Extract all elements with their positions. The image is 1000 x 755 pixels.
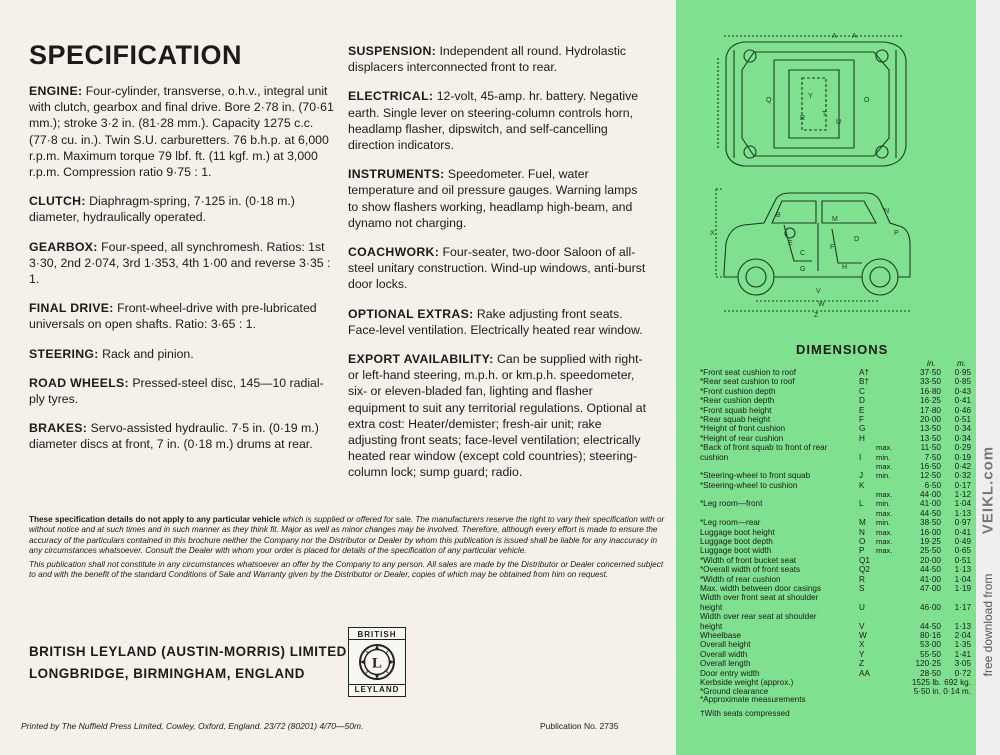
diagram-letter: A (832, 33, 837, 40)
dimension-code: J (859, 471, 864, 481)
dimension-metres: 0·85 (954, 377, 971, 387)
dimension-inches: 16·50 (920, 461, 941, 471)
dimension-qualifier: max. (876, 527, 893, 537)
dimension-row (700, 377, 972, 386)
spec-section (348, 166, 648, 231)
spec-section (348, 306, 648, 338)
spec-text: Rack and pinion. (98, 346, 194, 361)
page-title: SPECIFICATION (29, 40, 243, 70)
spec-heading: INSTRUMENTS: (348, 167, 445, 182)
dimension-label: *Overall width of front seats (700, 565, 801, 575)
dimension-inches: 46·00 (920, 602, 941, 612)
dimension-inches: 44·00 (920, 490, 941, 500)
dimension-inches: 55·50 (920, 649, 941, 659)
spec-section (348, 351, 648, 481)
dimension-code: U (859, 602, 865, 612)
dimension-label: Max. width between door casings (700, 583, 822, 593)
spec-section (348, 244, 648, 293)
dimension-row (700, 565, 972, 574)
dimension-label: Overall height (700, 640, 751, 650)
dimension-row (700, 640, 972, 649)
dimension-inches: 47·00 (920, 583, 941, 593)
logo-bottom-text: LEYLAND (349, 684, 405, 694)
dimension-row (700, 584, 972, 593)
dimension-inches: 13·50 (920, 424, 941, 434)
diagram-letter: C (800, 250, 806, 257)
dimension-notes (700, 693, 806, 721)
car-side-view-diagram (704, 185, 924, 320)
dimension-inches: 44·50 (920, 565, 941, 575)
dimension-inches: 17·80 (920, 405, 941, 415)
dimension-row (700, 659, 972, 668)
diagram-letter: T (822, 111, 827, 118)
spec-heading: COACHWORK: (348, 245, 440, 260)
spec-heading: ENGINE: (29, 84, 83, 98)
dimension-metres: 0·42 (954, 461, 971, 471)
spec-column-right (348, 43, 648, 494)
dimension-label: Overall width (700, 649, 748, 659)
dimension-label: *Height of front cushion (700, 424, 786, 434)
dimension-row (700, 471, 972, 480)
dimension-inches: 6·50 (924, 480, 941, 490)
dimension-label: height (700, 621, 723, 631)
dimension-row (700, 490, 972, 499)
dimension-row (700, 396, 972, 405)
diagram-letter: Z (814, 312, 819, 319)
dimension-label: *Leg room—front (700, 499, 763, 509)
spec-text: Four-seater, two-door Saloon of all-steel unitary construction. Wind-up windows, anti-burst door locks. (348, 245, 646, 292)
british-leyland-logo (348, 627, 406, 697)
dimension-label: *Rear squab height (700, 414, 771, 424)
diagram-letter: E (788, 240, 793, 247)
watermark-brand-text: VEIKL.com (979, 445, 997, 535)
spec-text: Four-speed, all synchromesh. Ratios: 1st 3·30, 2nd 2·074, 3rd 1·353, 4th 1·00 and reverse 3·35 : 1. (29, 239, 331, 287)
dimension-row (700, 387, 972, 396)
dimension-row (700, 593, 972, 602)
spec-heading: OPTIONAL EXTRAS: (348, 306, 474, 321)
disclaimer-bold: These specification details do not apply to any particular vehicle (29, 515, 281, 524)
dimension-code: Z (859, 659, 865, 669)
spec-section (29, 83, 335, 180)
dimension-inches: 5·50 in. (913, 687, 941, 697)
dimension-label: *Front cushion depth (700, 386, 776, 396)
spec-section (29, 300, 335, 332)
dimension-metres: 0·41 (954, 527, 971, 537)
dimension-metres: 0·29 (954, 443, 971, 453)
diagram-letter: N (884, 208, 890, 215)
dimension-code: E (859, 405, 865, 415)
dimension-inches: 16·00 (920, 527, 941, 537)
unit-inches: in. (927, 359, 936, 368)
disclaimer-paragraph-1 (29, 515, 669, 557)
dimension-code: G (859, 424, 866, 434)
dimension-metres: 0·41 (954, 396, 971, 406)
dimension-row (700, 537, 972, 546)
diagram-letter: D (854, 236, 860, 243)
dimension-code: S (859, 583, 865, 593)
dimension-metres: 0·97 (954, 518, 971, 528)
dimensions-title: DIMENSIONS (796, 342, 889, 357)
dimension-row (700, 546, 972, 555)
dimension-qualifier: min. (876, 518, 891, 528)
diagram-letter: F (830, 244, 835, 251)
spec-text: Speedometer. Fuel, water temperature and oil pressure gauges. Warning lamps to show flashers working, headlamp high-beam, and dynamo not charging. (348, 167, 638, 230)
diagram-letter: R (800, 115, 806, 122)
spec-heading: SUSPENSION: (348, 44, 437, 58)
dimension-inches: 25·50 (920, 546, 941, 556)
dimension-code: D (859, 396, 865, 406)
dimension-metres: 0·34 (954, 433, 971, 443)
spec-text: Diaphragm-spring, 7·125 in. (0·18 m.) diameter, hydraulically operated. (29, 194, 295, 225)
dimension-code: W (859, 630, 867, 640)
dimension-code: AA (859, 668, 870, 678)
watermark-brand (980, 445, 996, 535)
dimension-row (700, 462, 972, 471)
dimension-row (700, 622, 972, 631)
publication-number: Publication No. 2735 (540, 721, 619, 731)
dimension-row (700, 481, 972, 490)
dimension-code: F (859, 414, 865, 424)
dimension-inches: 13·50 (920, 433, 941, 443)
dimension-label: cushion (700, 452, 729, 462)
dimension-metres: 1·13 (954, 508, 971, 518)
dimension-metres: 1·35 (954, 640, 971, 650)
dimension-code: V (859, 621, 865, 631)
dimension-metres: 0·17 (954, 480, 971, 490)
dimension-row (700, 603, 972, 612)
spec-section (29, 193, 335, 225)
dimension-qualifier: max. (876, 546, 893, 556)
dimension-inches: 80·16 (920, 630, 941, 640)
dimension-metres: 0·14 m. (943, 687, 971, 697)
disclaimer-paragraph-2: This publication shall not constitute in any circumstances whatsoever an offer by the Company to any person. All sales are made by the Distributor or Dealer concerned subject to and with the benefit of the standard Conditions of Sale and Warranty given by the Distributor or Dealer, copies of which may be obtained from him on request. (29, 559, 664, 580)
diagram-letter: W (818, 301, 825, 308)
spec-text: Independent all round. Hydrolastic displacers interconnected front to rear. (348, 44, 627, 75)
spec-heading: BRAKES: (29, 421, 88, 436)
watermark-text: free download from (981, 573, 995, 677)
spec-heading: CLUTCH: (29, 194, 86, 209)
spec-heading: ELECTRICAL: (348, 89, 434, 104)
logo-mark: L (371, 655, 383, 672)
dimension-metres: 1·04 (954, 499, 971, 509)
watermark-strip (976, 0, 1000, 755)
dimension-label: Kerbside weight (approx.) (700, 677, 794, 687)
diagram-letter: M (832, 216, 838, 223)
spec-heading: STEERING: (29, 346, 99, 361)
spec-heading: ROAD WHEELS: (29, 375, 129, 390)
dimension-metres: 2·04 (954, 630, 971, 640)
dimension-row (700, 453, 972, 462)
dimension-label: *Ground clearance (700, 687, 769, 697)
dimension-metres: 0·32 (954, 471, 971, 481)
spec-section (348, 43, 648, 75)
dimension-inches: 28·50 (920, 668, 941, 678)
dimension-label: Width over rear seat at shoulder (700, 612, 817, 622)
dimension-code: Q2 (859, 565, 870, 575)
diagram-letter: V (816, 288, 821, 295)
dimension-code: I (859, 452, 862, 462)
spec-text: Servo-assisted hydraulic. 7·5 in. (0·19 m.) diameter discs at front, 7 in. (0·18 m.) drums at rear. (29, 421, 319, 452)
dimension-metres: 0·19 (954, 452, 971, 462)
dimension-row (700, 669, 972, 678)
disclaimer (29, 515, 669, 583)
dimension-inches: 16·80 (920, 386, 941, 396)
dimension-metres: 1·41 (954, 649, 971, 659)
dimension-code: H (859, 433, 865, 443)
dimension-metres: 0·34 (954, 424, 971, 434)
dimension-row (700, 556, 972, 565)
diagram-letter: H (842, 264, 848, 271)
diagram-letter: U (836, 119, 842, 126)
dimension-qualifier: max. (876, 443, 893, 453)
dimension-metres: 3·05 (954, 659, 971, 669)
dimension-label: *Back of front squab to front of rear (700, 443, 828, 453)
dimension-code: L (859, 499, 864, 509)
dimension-inches: 41·00 (920, 574, 941, 584)
dimension-row (700, 406, 972, 415)
dimension-code: K (859, 480, 865, 490)
diagram-letter: P (894, 230, 899, 237)
printer-credit: Printed by The Nuffield Press Limited, Cowley, Oxford, England. 23/72 (80201) 4/70—50m. (21, 721, 364, 731)
spec-column-left (29, 83, 335, 466)
spec-section (29, 346, 335, 362)
company-location: LONGBRIDGE, BIRMINGHAM, ENGLAND (29, 666, 305, 681)
dimension-row (700, 509, 972, 518)
dimension-metres: 0·95 (954, 368, 971, 377)
dimension-inches: 37·50 (920, 368, 941, 377)
dimension-metres: 0·46 (954, 405, 971, 415)
dimension-code: C (859, 386, 865, 396)
spec-text: 12-volt, 45-amp. hr. battery. Negative earth. Single lever on steering-column controls horn, headlamp flasher, dipswitch, and self-cancelling direction indicators. (348, 89, 639, 153)
logo-top-text: BRITISH (349, 630, 405, 640)
dimension-code: Q1 (859, 555, 870, 565)
diagram-letter: X (710, 230, 715, 237)
dimension-label: *Front seat cushion to roof (700, 368, 797, 377)
dimension-row (700, 678, 972, 687)
spec-text: Front-wheel-drive with pre-lubricated universals on open shafts. Ratio: 3·65 : 1. (29, 301, 317, 332)
dimension-inches: 44·50 (920, 621, 941, 631)
dimension-row (700, 424, 972, 433)
dimension-inches: 16·25 (920, 396, 941, 406)
spec-heading: GEARBOX: (29, 239, 98, 254)
dimension-label: *Steering-wheel to cushion (700, 480, 798, 490)
dimension-code: B† (859, 377, 870, 387)
dimension-label: *Height of rear cushion (700, 433, 784, 443)
diagram-letter: B (776, 212, 781, 219)
dimension-qualifier: max. (876, 537, 893, 547)
note-approximate: *Approximate measurements (700, 695, 806, 704)
dimension-label: height (700, 602, 723, 612)
dimension-code: P (859, 546, 865, 556)
note-seats-compressed: †With seats compressed (700, 709, 790, 718)
spec-heading: FINAL DRIVE: (29, 301, 114, 316)
dimension-label: *Steering-wheel to front squab (700, 471, 811, 481)
dimension-qualifier: min. (876, 471, 891, 481)
dimension-label: *Leg room—rear (700, 518, 761, 528)
diagram-letter: A (852, 33, 857, 40)
dimension-label: Overall length (700, 659, 751, 669)
dimension-metres: 0·72 (954, 668, 971, 678)
spec-section (29, 239, 335, 288)
dimension-metres: 692 kg. (944, 677, 971, 687)
dimension-label: Door entry width (700, 668, 760, 678)
spec-section (348, 88, 648, 153)
dimension-qualifier: max. (876, 461, 893, 471)
dimension-row (700, 499, 972, 508)
dimension-inches: 20·00 (920, 414, 941, 424)
dimension-inches: 33·50 (920, 377, 941, 387)
dimension-metres: 0·43 (954, 386, 971, 396)
dimension-inches: 120·25 (915, 659, 941, 669)
spec-text: Rake adjusting front seats. Face-level ventilation. Electrically heated rear window. (348, 306, 643, 337)
dimension-label: Luggage boot width (700, 546, 772, 556)
dimension-row (700, 631, 972, 640)
dimension-inches: 53·00 (920, 640, 941, 650)
dimension-qualifier: min. (876, 452, 891, 462)
unit-metres: m. (957, 359, 967, 368)
dimension-label: *Width of front bucket seat (700, 555, 797, 565)
dimension-code: X (859, 640, 865, 650)
dimension-inches: 41·00 (920, 499, 941, 509)
dimension-code: A† (859, 368, 870, 377)
dimension-inches: 20·00 (920, 555, 941, 565)
dimension-metres: 0·51 (954, 414, 971, 424)
dimension-label: Wheelbase (700, 630, 741, 640)
spec-section (29, 420, 335, 452)
diagram-letter: G (800, 266, 806, 273)
dimension-inches: 1525 lb. (911, 677, 941, 687)
spec-section (29, 375, 335, 407)
company-name: BRITISH LEYLAND (AUSTIN-MORRIS) LIMITED (29, 644, 347, 659)
leyland-wheel-icon (358, 643, 396, 681)
dimension-metres: 0·65 (954, 546, 971, 556)
dimension-metres: 0·51 (954, 555, 971, 565)
diagram-letter: O (864, 97, 870, 104)
dimension-metres: 0·49 (954, 537, 971, 547)
dimension-metres: 1·17 (954, 602, 971, 612)
dimension-label: Luggage boot height (700, 527, 775, 537)
dimension-code: N (859, 527, 865, 537)
diagram-letter: Q (766, 97, 772, 104)
dimension-row (700, 612, 972, 621)
dimension-row (700, 650, 972, 659)
dimension-qualifier: max. (876, 490, 893, 500)
dimension-metres: 1·13 (954, 565, 971, 575)
dimension-label: *Rear cushion depth (700, 396, 775, 406)
disclaimer-text-1: which is supplied or offered for sale. The manufacturers reserve the right to vary their specification with or without notice and at such times and in such manner as they think fit. Major as well as minor changes may be involved. Therefore, although every effort is made to ensure the accuracy of the particulars contained in this brochure neither the Company nor the Distributor or Dealer by whom this publication is issued shall be liable for any inaccuracy in any circumstances whatsoever. Consult the Dealer with whom your order is placed for details of the specification of any particular vehicle. (29, 515, 665, 556)
dimension-inches: 38·50 (920, 518, 941, 528)
spec-text: Four-cylinder, transverse, o.h.v., integral unit with clutch, gearbox and final drive. Bore 2·78 in. (70·61 mm.); stroke 3·2 in. (81·28 mm.). Capacity 1275 c.c. (77·8 cu. in.). Twin S.U. carburetters. 76 b.h.p. at 6,000 r.p.m. Maximum torque 79 lbf. ft. (11 kgf. m.) at 3,000 r.p.m. Compression ratio 9·75 : 1. (29, 84, 334, 180)
spec-heading: EXPORT AVAILABILITY: (348, 352, 494, 367)
dimension-code: O (859, 537, 866, 547)
dimension-row (700, 518, 972, 527)
company-address (29, 641, 347, 685)
dimension-inches: 12·50 (920, 471, 941, 481)
dimension-label: *Rear seat cushion to roof (700, 377, 795, 387)
car-top-view-diagram (704, 30, 924, 178)
dimension-code: M (859, 518, 866, 528)
spec-text: Can be supplied with right- or left-hand steering, m.p.h. or km.p.h. speedometer, six- or eleven-bladed fan, lighting and flasher equipment to suit any territorial regulations. Optional at extra cost: Heater/demister; fresh-air unit; rake adjusting front seats; face-level ventilation; electrically heated rear window (except cold countries); steering-column lock; sump guard; radio. (348, 352, 647, 480)
dimensions-table (700, 368, 972, 697)
dimension-label: *Width of rear cushion (700, 574, 781, 584)
dimension-metres: 1·13 (954, 621, 971, 631)
dimension-qualifier: max. (876, 508, 893, 518)
dimension-inches: 44·50 (920, 508, 941, 518)
spec-text: Pressed-steel disc, 145—10 radial-ply tyres. (29, 375, 324, 407)
dimension-inches: 7·50 (924, 452, 941, 462)
dimension-label: Luggage boot depth (700, 537, 773, 547)
dimension-label: Width over front seat at shoulder (700, 593, 819, 603)
dimension-code: Y (859, 649, 865, 659)
dimension-code: R (859, 574, 865, 584)
dimension-row (700, 434, 972, 443)
watermark (978, 505, 998, 745)
dimension-metres: 1·19 (954, 583, 971, 593)
dimension-inches: 11·50 (920, 443, 941, 453)
dimension-row (700, 368, 972, 377)
dimension-qualifier: min. (876, 499, 891, 509)
dimension-row (700, 415, 972, 424)
dimension-row (700, 443, 972, 452)
dimension-row (700, 528, 972, 537)
dimension-inches: 19·25 (920, 537, 941, 547)
dimension-label: *Front squab height (700, 405, 772, 415)
diagram-letter: Y (808, 93, 813, 100)
dimension-metres: 1·12 (954, 490, 971, 500)
dimension-row (700, 575, 972, 584)
dimension-metres: 1·04 (954, 574, 971, 584)
